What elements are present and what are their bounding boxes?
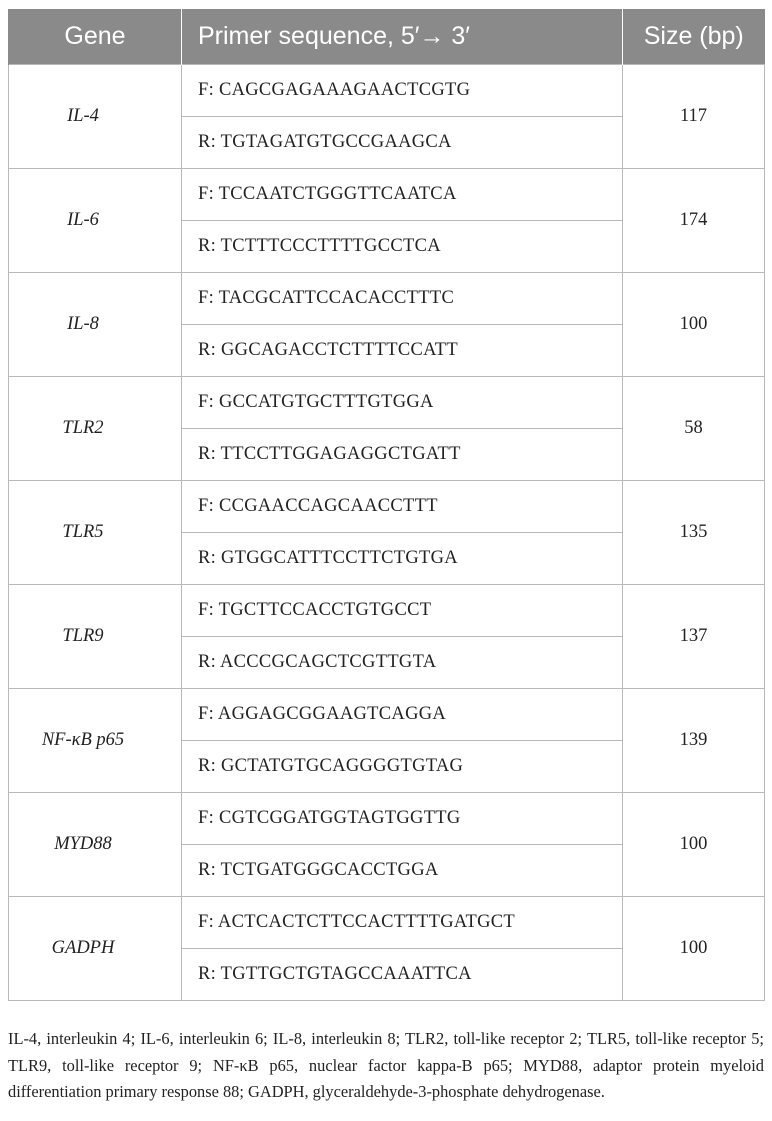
table-row-forward — [9, 585, 765, 637]
primer-table — [8, 9, 765, 1001]
product-size-cell: 139 — [623, 689, 765, 793]
forward-primer-cell: F: CCGAACCAGCAACCTTT — [182, 481, 623, 533]
table-row-forward — [9, 481, 765, 533]
reverse-primer-cell: R: TCTGATGGGCACCTGGA — [182, 845, 623, 897]
gene-name-cell: GADPH — [9, 897, 182, 1001]
header-row — [9, 9, 765, 65]
gene-name-cell: NF-κB p65 — [9, 689, 182, 793]
forward-primer-cell: F: ACTCACTCTTCCACTTTTGATGCT — [182, 897, 623, 949]
product-size-cell: 174 — [623, 169, 765, 273]
product-size-cell: 100 — [623, 793, 765, 897]
forward-primer-cell: F: CAGCGAGAAAGAACTCGTG — [182, 65, 623, 117]
product-size-cell: 100 — [623, 273, 765, 377]
reverse-primer-cell: R: TCTTTCCCTTTTGCCTCA — [182, 221, 623, 273]
gene-name-cell: IL-6 — [9, 169, 182, 273]
table-row-forward — [9, 897, 765, 949]
gene-name-cell: IL-4 — [9, 65, 182, 169]
table-row-forward — [9, 689, 765, 741]
table-body — [9, 65, 765, 1001]
table-header — [9, 9, 765, 65]
reverse-primer-cell: R: TGTTGCTGTAGCCAAATTCA — [182, 949, 623, 1001]
table-row-forward — [9, 793, 765, 845]
header-primer-sequence: Primer sequence, 5′→ 3′ — [182, 9, 623, 65]
forward-primer-cell: F: CGTCGGATGGTAGTGGTTG — [182, 793, 623, 845]
product-size-cell: 135 — [623, 481, 765, 585]
product-size-cell: 100 — [623, 897, 765, 1001]
gene-name-cell: IL-8 — [9, 273, 182, 377]
gene-name-cell: TLR5 — [9, 481, 182, 585]
forward-primer-cell: F: TACGCATTCCACACCTTTC — [182, 273, 623, 325]
reverse-primer-cell: R: TGTAGATGTGCCGAAGCA — [182, 117, 623, 169]
table-row-forward — [9, 273, 765, 325]
reverse-primer-cell: R: TTCCTTGGAGAGGCTGATT — [182, 429, 623, 481]
header-gene: Gene — [9, 9, 182, 65]
product-size-cell: 58 — [623, 377, 765, 481]
forward-primer-cell: F: GCCATGTGCTTTGTGGA — [182, 377, 623, 429]
gene-name-cell: MYD88 — [9, 793, 182, 897]
reverse-primer-cell: R: GGCAGACCTCTTTTCCATT — [182, 325, 623, 377]
product-size-cell: 137 — [623, 585, 765, 689]
table-row-forward — [9, 169, 765, 221]
reverse-primer-cell: R: GCTATGTGCAGGGGTGTAG — [182, 741, 623, 793]
reverse-primer-cell: R: GTGGCATTTCCTTCTGTGA — [182, 533, 623, 585]
primer-table-container — [8, 9, 764, 1001]
product-size-cell: 117 — [623, 65, 765, 169]
gene-name-cell: TLR9 — [9, 585, 182, 689]
forward-primer-cell: F: TGCTTCCACCTGTGCCT — [182, 585, 623, 637]
table-footnote: IL-4, interleukin 4; IL-6, interleukin 6; IL-8, interleukin 8; TLR2, toll-like receptor 2; TLR5, toll-like receptor 5; TLR9, toll-like receptor 9; NF-κB p65, nuclear factor kappa-B p65; MYD88, adaptor protein myeloid differentiation primary response 88; GADPH, glyceraldehyde-3-phosphate dehydrogenase. — [8, 1029, 764, 1102]
reverse-primer-cell: R: ACCCGCAGCTCGTTGTA — [182, 637, 623, 689]
gene-name-cell: TLR2 — [9, 377, 182, 481]
header-size: Size (bp) — [623, 9, 765, 65]
forward-primer-cell: F: TCCAATCTGGGTTCAATCA — [182, 169, 623, 221]
forward-primer-cell: F: AGGAGCGGAAGTCAGGA — [182, 689, 623, 741]
table-row-forward — [9, 377, 765, 429]
table-row-forward — [9, 65, 765, 117]
